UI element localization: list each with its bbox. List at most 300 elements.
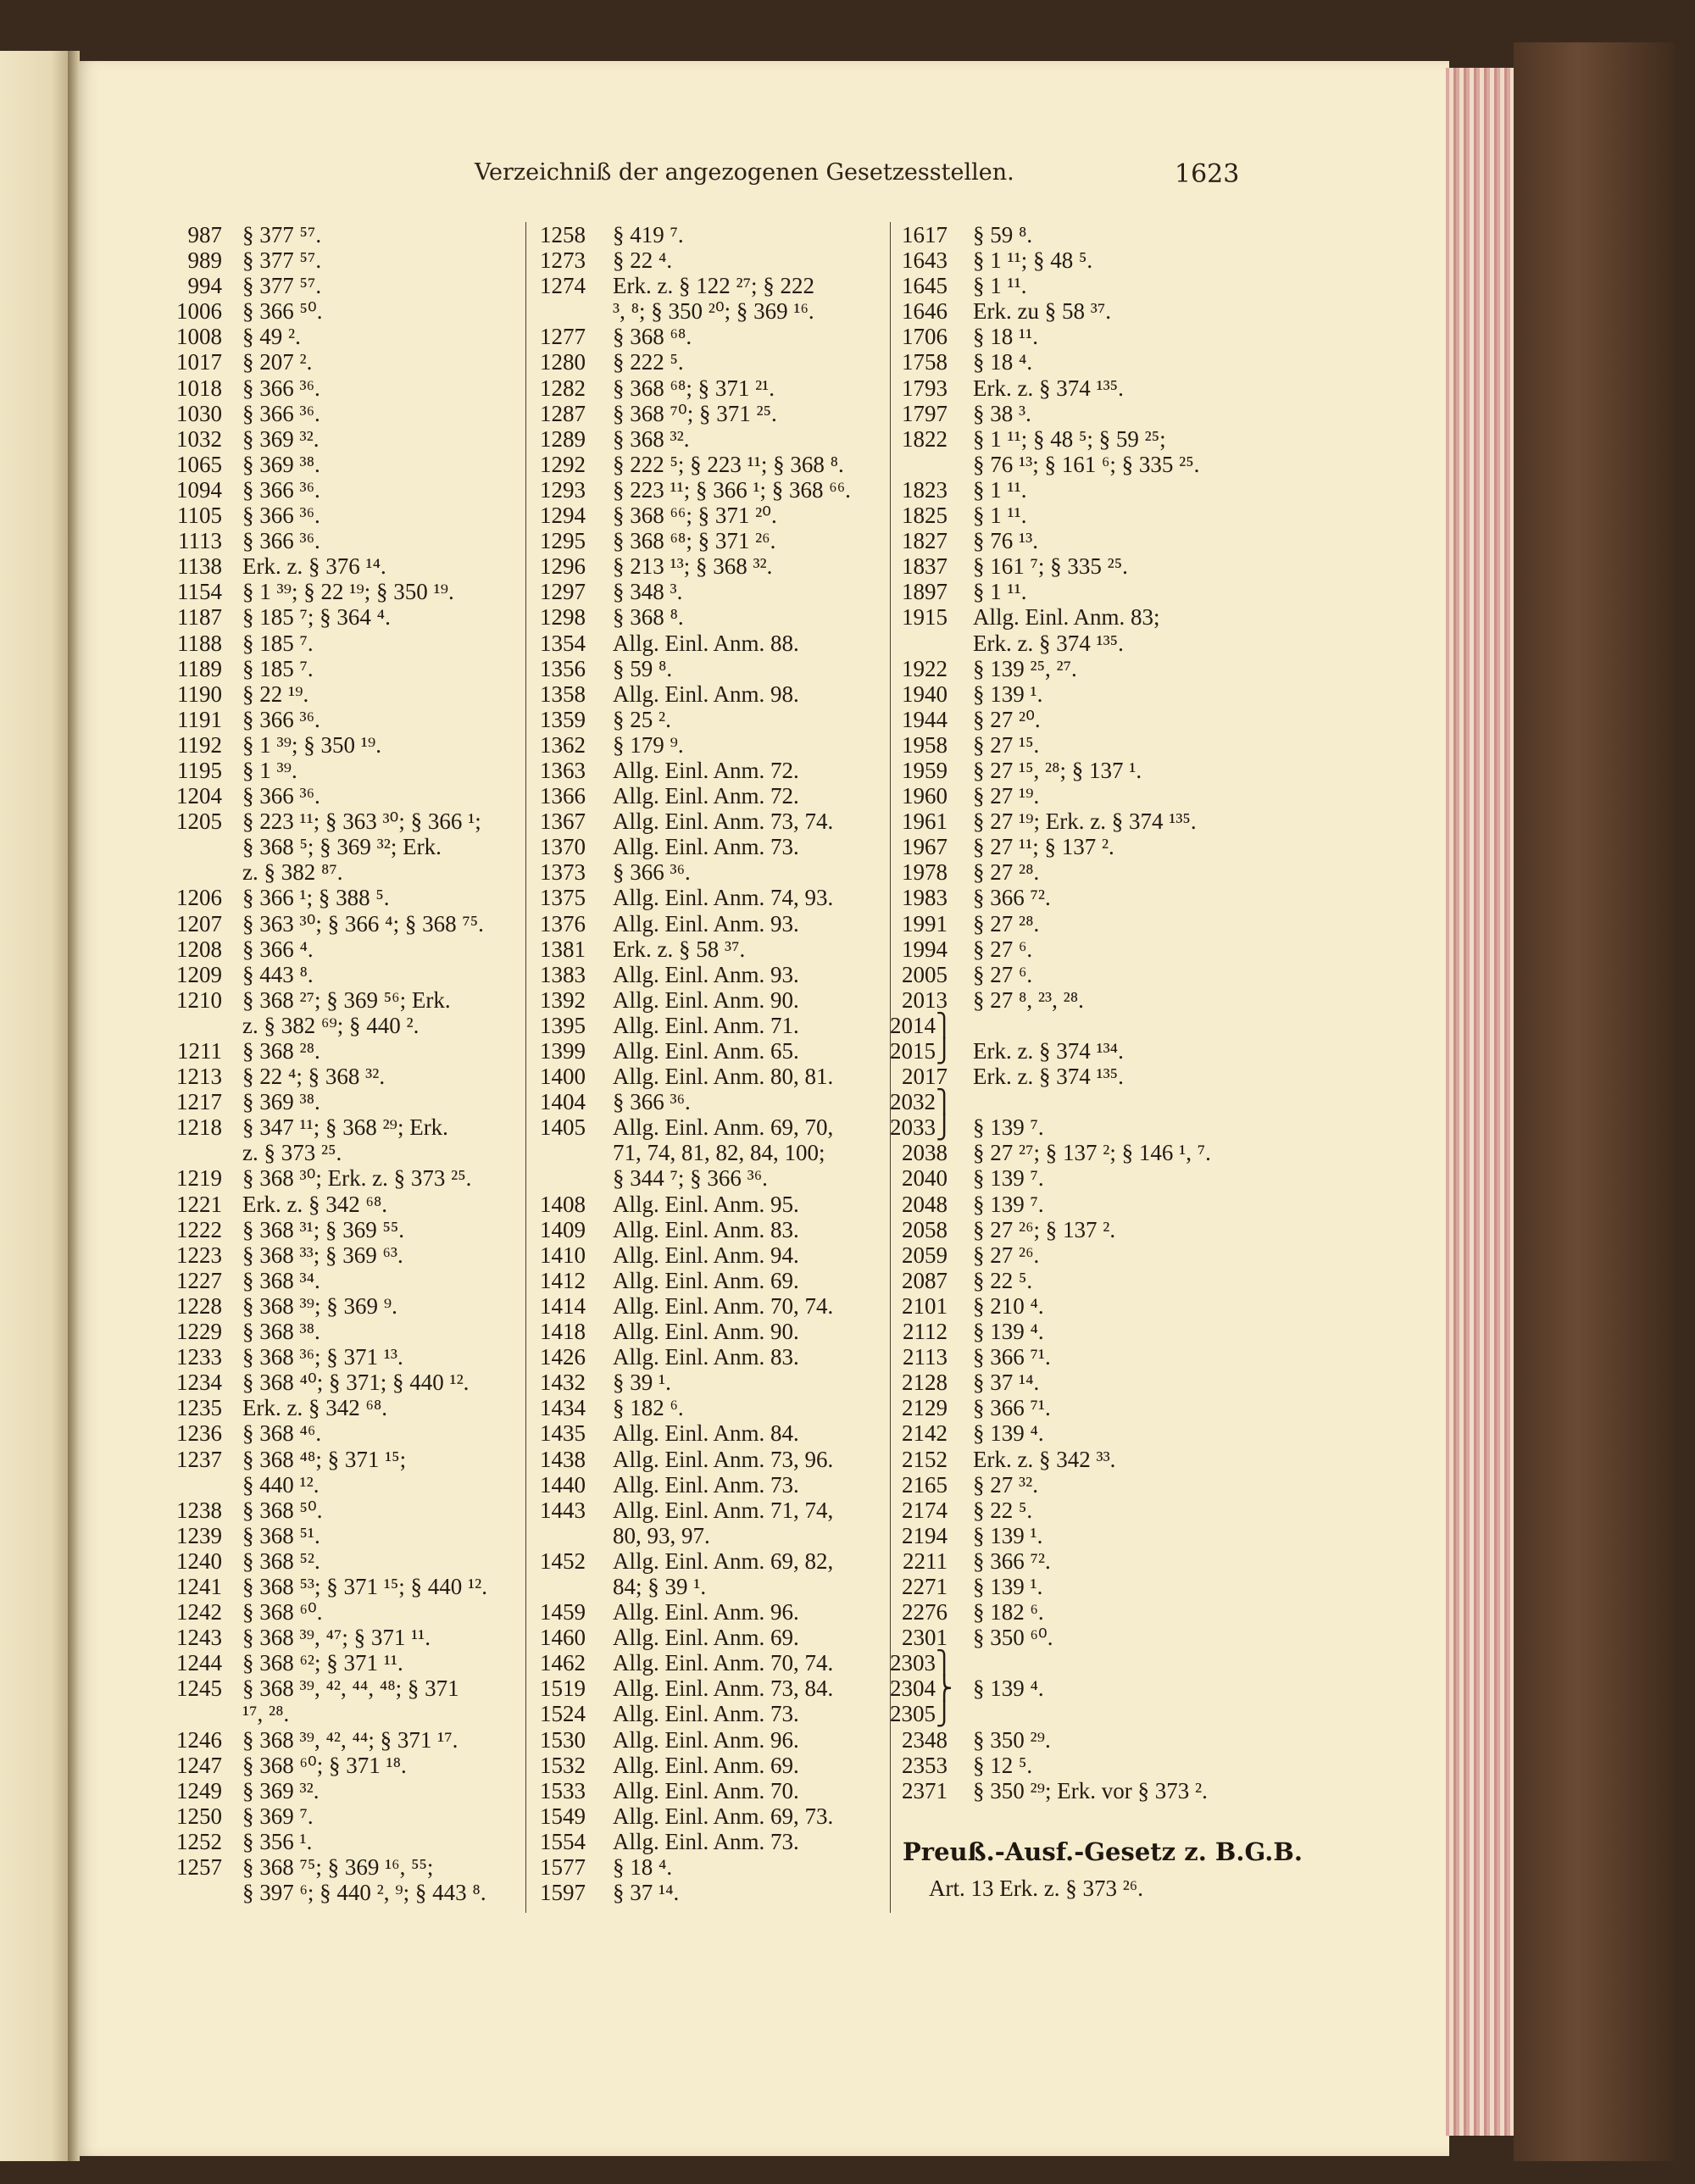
entry-number: 2276 bbox=[902, 1599, 948, 1625]
entry-number: 1440 bbox=[540, 1471, 586, 1498]
index-row bbox=[161, 1753, 517, 1778]
entry-number: 1983 bbox=[902, 885, 948, 911]
entry-reference: Allg. Einl. Anm. 70. bbox=[613, 1777, 799, 1803]
entry-reference: § 27 ²⁰. bbox=[973, 706, 1041, 732]
entry-reference: § 27 ¹⁹; Erk. z. § 374 ¹³⁵. bbox=[973, 809, 1197, 835]
entry-reference: § 368 ³³; § 369 ⁶³. bbox=[242, 1242, 403, 1268]
index-row bbox=[890, 375, 1246, 401]
index-row bbox=[530, 962, 886, 987]
index-row bbox=[890, 553, 1246, 579]
entry-number: 1519 bbox=[540, 1676, 586, 1702]
entry-reference: § 1 ³⁹. bbox=[242, 757, 297, 783]
entry-reference: § 222 ⁵; § 223 ¹¹; § 368 ⁸. bbox=[613, 451, 844, 477]
entry-reference: § 182 ⁶. bbox=[973, 1599, 1044, 1625]
index-row bbox=[161, 503, 517, 528]
index-row bbox=[161, 1472, 517, 1498]
entry-reference: § 139 ¹. bbox=[973, 1522, 1043, 1548]
index-row bbox=[890, 1753, 1246, 1778]
entry-reference: § 366 ⁷². bbox=[973, 1548, 1051, 1574]
entry-number: 1204 bbox=[176, 783, 222, 809]
entry-reference: § 366 ³⁶. bbox=[242, 706, 320, 732]
entry-number: 1213 bbox=[176, 1064, 222, 1090]
index-row bbox=[530, 298, 886, 324]
entry-reference: § 37 ¹⁴. bbox=[973, 1370, 1040, 1396]
entry-reference: § 49 ². bbox=[242, 324, 301, 350]
entry-reference: § 368 ³¹; § 369 ⁵⁵. bbox=[242, 1216, 405, 1242]
entry-reference: § 366 ³⁶. bbox=[242, 783, 320, 809]
index-row bbox=[161, 1344, 517, 1370]
entry-number: 1249 bbox=[176, 1777, 222, 1803]
index-row bbox=[890, 1574, 1246, 1599]
index-row bbox=[530, 859, 886, 885]
index-row bbox=[890, 1523, 1246, 1548]
entry-reference: § 27 ²⁷; § 137 ²; § 146 ¹, ⁷. bbox=[973, 1140, 1211, 1166]
index-row bbox=[161, 1089, 517, 1114]
book-cover bbox=[1514, 42, 1675, 2161]
entry-number: 2048 bbox=[902, 1191, 948, 1217]
entry-number: 1452 bbox=[540, 1548, 586, 1574]
entry-number: 1229 bbox=[176, 1319, 222, 1345]
entry-reference: § 139 ¹. bbox=[973, 1573, 1043, 1599]
entry-number: 1524 bbox=[540, 1701, 586, 1727]
entry-reference: § 139 ⁴. bbox=[973, 1319, 1044, 1345]
entry-reference: § 366 ³⁶. bbox=[242, 503, 320, 529]
index-row bbox=[890, 1293, 1246, 1319]
entry-reference: Allg. Einl. Anm. 71, 74, bbox=[613, 1497, 834, 1523]
entry-number: 1915 bbox=[902, 604, 948, 631]
index-row bbox=[530, 1420, 886, 1446]
index-row bbox=[161, 1268, 517, 1293]
index-row bbox=[890, 1165, 1246, 1191]
index-row bbox=[530, 273, 886, 298]
entry-reference: Allg. Einl. Anm. 73. bbox=[613, 834, 799, 860]
entry-reference: § 185 ⁷. bbox=[242, 655, 314, 681]
entry-reference: § 27 ¹⁵, ²⁸; § 137 ¹. bbox=[973, 757, 1142, 783]
index-row bbox=[890, 349, 1246, 375]
entry-number: 2348 bbox=[902, 1726, 948, 1753]
entry-number: 1245 bbox=[176, 1676, 222, 1702]
index-row bbox=[161, 1420, 517, 1446]
index-row bbox=[530, 1854, 886, 1880]
entry-number: 2165 bbox=[902, 1471, 948, 1498]
entry-number: 1443 bbox=[540, 1497, 586, 1523]
entry-number: 1376 bbox=[540, 910, 586, 936]
entry-reference: Allg. Einl. Anm. 69. bbox=[613, 1752, 799, 1778]
index-row bbox=[890, 783, 1246, 809]
entry-reference: § 210 ⁴. bbox=[973, 1292, 1044, 1319]
entry-reference: § 368 ⁴⁰; § 371; § 440 ¹². bbox=[242, 1370, 470, 1396]
index-column-2 bbox=[530, 222, 886, 1905]
index-row bbox=[530, 656, 886, 681]
index-row bbox=[161, 1395, 517, 1420]
entry-reference: § 347 ¹¹; § 368 ²⁹; Erk. bbox=[242, 1114, 448, 1141]
index-row bbox=[890, 936, 1246, 962]
index-row bbox=[161, 298, 517, 324]
index-row bbox=[161, 1013, 517, 1038]
index-row bbox=[890, 1447, 1246, 1472]
index-row bbox=[890, 859, 1246, 885]
index-row bbox=[530, 834, 886, 859]
entry-number: 1287 bbox=[540, 400, 586, 426]
entry-reference: § 22 ⁵. bbox=[973, 1267, 1033, 1293]
entry-number: 2014⎫ bbox=[890, 1012, 953, 1038]
entry-reference: 84; § 39 ¹. bbox=[613, 1573, 707, 1599]
entry-number: 1234 bbox=[176, 1370, 222, 1396]
entry-number: 1094 bbox=[176, 476, 222, 503]
entry-number: 1195 bbox=[177, 757, 222, 783]
entry-number: 1944 bbox=[902, 706, 948, 732]
entry-reference: Allg. Einl. Anm. 83; bbox=[973, 604, 1160, 631]
entry-reference: § 368 ³⁹, ⁴², ⁴⁴, ⁴⁸; § 371 bbox=[242, 1676, 459, 1702]
entry-reference: § 213 ¹³; § 368 ³². bbox=[613, 553, 773, 580]
index-row bbox=[161, 1523, 517, 1548]
entry-reference: § 368 ⁵². bbox=[242, 1548, 320, 1574]
entry-reference: § 368 ⁶²; § 371 ¹¹. bbox=[242, 1650, 403, 1676]
entry-number: 1273 bbox=[540, 247, 586, 274]
entry-number: 2101 bbox=[902, 1292, 948, 1319]
entry-number: 1243 bbox=[176, 1625, 222, 1651]
index-column-1 bbox=[161, 222, 517, 1905]
entry-reference: § 363 ³⁰; § 366 ⁴; § 368 ⁷⁵. bbox=[242, 910, 484, 936]
entry-number: 1221 bbox=[176, 1191, 222, 1217]
index-row bbox=[890, 707, 1246, 732]
index-row bbox=[530, 1548, 886, 1574]
entry-reference: § 368 ³⁹, ⁴², ⁴⁴; § 371 ¹⁷. bbox=[242, 1726, 458, 1753]
entry-reference: § 368 ⁵¹. bbox=[242, 1522, 320, 1548]
index-row bbox=[890, 579, 1246, 604]
index-row bbox=[890, 1548, 1246, 1574]
entry-number: 1991 bbox=[902, 910, 948, 936]
entry-number: 1358 bbox=[540, 681, 586, 707]
entry-reference: z. § 382 ⁸⁷. bbox=[242, 859, 343, 886]
index-row bbox=[530, 1242, 886, 1268]
index-row bbox=[161, 1574, 517, 1599]
entry-number: 1367 bbox=[540, 809, 586, 835]
index-row bbox=[530, 885, 886, 910]
entry-reference: § 22 ⁴. bbox=[613, 247, 673, 274]
entry-number: 1533 bbox=[540, 1777, 586, 1803]
index-row bbox=[530, 1192, 886, 1217]
index-row bbox=[161, 656, 517, 681]
index-row bbox=[530, 783, 886, 809]
entry-number: 1362 bbox=[540, 731, 586, 758]
entry-number: 2371 bbox=[902, 1777, 948, 1803]
entry-number: 1235 bbox=[176, 1395, 222, 1421]
index-column-3 bbox=[890, 222, 1246, 1803]
entry-reference: § 397 ⁶; § 440 ², ⁹; § 443 ⁸. bbox=[242, 1880, 486, 1906]
entry-reference: Allg. Einl. Anm. 69, 82, bbox=[613, 1548, 834, 1574]
entry-reference: § 366 ³⁶. bbox=[613, 1089, 691, 1115]
index-row bbox=[890, 298, 1246, 324]
index-row bbox=[890, 1089, 1246, 1114]
index-row bbox=[890, 477, 1246, 503]
entry-number: 1460 bbox=[540, 1625, 586, 1651]
entry-reference: § 38 ³. bbox=[973, 400, 1031, 426]
entry-reference: § 76 ¹³. bbox=[973, 528, 1038, 554]
entry-reference: § 139 ⁷. bbox=[973, 1165, 1044, 1192]
index-row bbox=[890, 631, 1246, 656]
entry-number: 1793 bbox=[902, 375, 948, 401]
index-row bbox=[530, 1701, 886, 1726]
entry-reference: § 377 ⁵⁷. bbox=[242, 222, 322, 247]
entry-reference: § 207 ². bbox=[242, 349, 313, 375]
entry-number: 1960 bbox=[902, 783, 948, 809]
entry-reference: § 27 ²⁸. bbox=[973, 910, 1040, 936]
entry-number: 1617 bbox=[902, 222, 948, 247]
entry-reference: Allg. Einl. Anm. 94. bbox=[613, 1242, 799, 1268]
entry-number: 1191 bbox=[177, 706, 222, 732]
index-row bbox=[161, 859, 517, 885]
entry-reference: § 350 ⁶⁰. bbox=[973, 1625, 1053, 1651]
entry-number: 1706 bbox=[902, 324, 948, 350]
entry-number: 1218 bbox=[176, 1114, 222, 1141]
entry-reference: Erk. z. § 376 ¹⁴. bbox=[242, 553, 386, 580]
entry-reference: Allg. Einl. Anm. 70, 74. bbox=[613, 1650, 834, 1676]
header-title: Verzeichniß der angezogenen Gesetzesstellen. bbox=[475, 159, 1014, 186]
entry-number: 1289 bbox=[540, 425, 586, 452]
entry-number: 994 bbox=[187, 273, 222, 299]
entry-reference: § 368 ⁶⁸. bbox=[613, 324, 692, 350]
entry-number: 1006 bbox=[176, 298, 222, 325]
entry-number: 1549 bbox=[540, 1803, 586, 1829]
index-row bbox=[530, 426, 886, 452]
section-heading: Preuß.-Ausf.-Gesetz z. B.G.B. bbox=[903, 1837, 1303, 1866]
index-row bbox=[530, 987, 886, 1013]
entry-number: 1366 bbox=[540, 783, 586, 809]
entry-reference: § 22 ⁴; § 368 ³². bbox=[242, 1064, 386, 1090]
entry-number: 1959 bbox=[902, 757, 948, 783]
entry-number: 1244 bbox=[176, 1650, 222, 1676]
entry-number: 1240 bbox=[176, 1548, 222, 1574]
entry-reference: § 368 ⁶⁶; § 371 ²⁰. bbox=[613, 503, 777, 529]
index-row bbox=[161, 1319, 517, 1344]
index-row bbox=[530, 1829, 886, 1854]
index-row bbox=[890, 503, 1246, 528]
entry-number: 1065 bbox=[176, 451, 222, 477]
entry-number: 1208 bbox=[176, 936, 222, 962]
index-row bbox=[161, 1650, 517, 1676]
entry-reference: § 350 ²⁹; Erk. vor § 373 ². bbox=[973, 1777, 1208, 1803]
index-row bbox=[161, 1242, 517, 1268]
entry-number: 2303⎫ bbox=[890, 1650, 953, 1676]
entry-reference: § 369 ³². bbox=[242, 425, 320, 452]
entry-reference: § 366 ⁷². bbox=[973, 885, 1051, 911]
entry-number: 1223 bbox=[176, 1242, 222, 1268]
entry-reference: Allg. Einl. Anm. 69. bbox=[613, 1267, 799, 1293]
entry-reference: Allg. Einl. Anm. 96. bbox=[613, 1599, 799, 1625]
entry-number: 1645 bbox=[902, 273, 948, 299]
entry-number: 2017 bbox=[902, 1064, 948, 1090]
index-row bbox=[890, 962, 1246, 987]
entry-number: 1837 bbox=[902, 553, 948, 580]
entry-number: 1032 bbox=[176, 425, 222, 452]
entry-number: 1758 bbox=[902, 349, 948, 375]
entry-reference: § 18 ⁴. bbox=[613, 1854, 673, 1880]
entry-number: 1392 bbox=[540, 986, 586, 1013]
entry-number: 1188 bbox=[177, 630, 222, 656]
index-row bbox=[890, 604, 1246, 630]
index-row bbox=[530, 604, 886, 630]
index-row bbox=[161, 349, 517, 375]
index-row bbox=[890, 222, 1246, 247]
entry-number: 2040 bbox=[902, 1165, 948, 1192]
entry-reference: § 366 ³⁶. bbox=[242, 476, 320, 503]
column-divider bbox=[525, 222, 526, 1913]
index-row bbox=[890, 426, 1246, 452]
index-row bbox=[890, 247, 1246, 273]
entry-reference: § 139 ⁷. bbox=[973, 1191, 1044, 1217]
entry-reference: § 368 ³⁰; Erk. z. § 373 ²⁵. bbox=[242, 1165, 472, 1192]
index-row bbox=[530, 1319, 886, 1344]
entry-number: 2013 bbox=[902, 986, 948, 1013]
index-row bbox=[530, 1395, 886, 1420]
index-row bbox=[890, 1395, 1246, 1420]
entry-reference: Allg. Einl. Anm. 96. bbox=[613, 1726, 799, 1753]
entry-reference: Erk. z. § 342 ⁶⁸. bbox=[242, 1191, 388, 1217]
index-row bbox=[161, 1038, 517, 1064]
entry-number: 2174 bbox=[902, 1497, 948, 1523]
index-row bbox=[530, 1370, 886, 1395]
index-row bbox=[161, 1880, 517, 1905]
entry-reference: § 1 ¹¹. bbox=[973, 579, 1027, 605]
entry-number: 1258 bbox=[540, 222, 586, 247]
index-row bbox=[530, 1727, 886, 1753]
entry-number: 1242 bbox=[176, 1599, 222, 1625]
entry-reference: § 366 ³⁶. bbox=[613, 859, 691, 886]
entry-number: 2113 bbox=[903, 1344, 948, 1370]
entry-number: 1241 bbox=[176, 1573, 222, 1599]
entry-reference: § 27 ²⁸. bbox=[973, 859, 1040, 886]
index-row bbox=[161, 1727, 517, 1753]
entry-number: 1967 bbox=[902, 834, 948, 860]
entry-number: 1978 bbox=[902, 859, 948, 886]
entry-reference: § 366 ⁷¹. bbox=[973, 1344, 1051, 1370]
entry-reference: § 366 ⁴. bbox=[242, 936, 314, 962]
entry-reference: Allg. Einl. Anm. 71. bbox=[613, 1012, 799, 1038]
index-row bbox=[161, 1676, 517, 1701]
index-row bbox=[530, 503, 886, 528]
entry-number: 1404 bbox=[540, 1089, 586, 1115]
entry-number: 2353 bbox=[902, 1752, 948, 1778]
index-row bbox=[890, 809, 1246, 834]
entry-reference: § 443 ⁸. bbox=[242, 961, 314, 987]
index-row bbox=[890, 1676, 1246, 1701]
index-row bbox=[530, 758, 886, 783]
entry-number: 1822 bbox=[902, 425, 948, 452]
entry-reference: Allg. Einl. Anm. 73, 74. bbox=[613, 809, 834, 835]
entry-number: 1277 bbox=[540, 324, 586, 350]
entry-number: 1373 bbox=[540, 859, 586, 886]
entry-reference: § 368 ³⁶; § 371 ¹³. bbox=[242, 1344, 403, 1370]
entry-reference: § 27 ¹¹; § 137 ². bbox=[973, 834, 1114, 860]
entry-reference: Allg. Einl. Anm. 73. bbox=[613, 1701, 799, 1727]
index-row bbox=[530, 631, 886, 656]
entry-reference: § 27 ⁶. bbox=[973, 961, 1033, 987]
index-row bbox=[890, 1217, 1246, 1242]
entry-reference: Erk. z. § 374 ¹³⁵. bbox=[973, 630, 1124, 656]
entry-number: 1298 bbox=[540, 604, 586, 631]
index-row bbox=[161, 1114, 517, 1140]
page-edges bbox=[1446, 68, 1517, 2136]
index-row bbox=[530, 528, 886, 553]
entry-reference: § 179 ⁹. bbox=[613, 731, 684, 758]
entry-reference: ³, ⁸; § 350 ²⁰; § 369 ¹⁶. bbox=[613, 298, 814, 325]
entry-number: 1030 bbox=[176, 400, 222, 426]
index-row bbox=[890, 1140, 1246, 1165]
entry-number: 1554 bbox=[540, 1828, 586, 1854]
index-row bbox=[890, 1778, 1246, 1803]
entry-number: 1462 bbox=[540, 1650, 586, 1676]
entry-reference: § 377 ⁵⁷. bbox=[242, 273, 322, 299]
entry-reference: § 369 ³². bbox=[242, 1777, 320, 1803]
index-row bbox=[530, 1523, 886, 1548]
entry-reference: § 368 ⁶⁸; § 371 ²¹. bbox=[613, 375, 775, 401]
index-row bbox=[161, 783, 517, 809]
entry-reference: § 366 ⁷¹. bbox=[973, 1395, 1051, 1421]
entry-reference: Allg. Einl. Anm. 73. bbox=[613, 1828, 799, 1854]
index-row bbox=[890, 885, 1246, 910]
entry-number: 1008 bbox=[176, 324, 222, 350]
index-row bbox=[530, 1344, 886, 1370]
entry-number: 1432 bbox=[540, 1370, 586, 1396]
index-row bbox=[161, 401, 517, 426]
entry-number: 1823 bbox=[902, 476, 948, 503]
entry-reference: § 27 ²⁶. bbox=[973, 1242, 1040, 1268]
entry-number: 1438 bbox=[540, 1446, 586, 1472]
index-row bbox=[890, 834, 1246, 859]
index-row bbox=[890, 1344, 1246, 1370]
index-row bbox=[890, 1727, 1246, 1753]
index-row bbox=[161, 1854, 517, 1880]
entry-reference: § 22 ¹⁹. bbox=[242, 681, 309, 707]
entry-number: 1154 bbox=[177, 579, 222, 605]
index-row bbox=[530, 1293, 886, 1319]
entry-number: 1577 bbox=[540, 1854, 586, 1880]
index-row bbox=[161, 631, 517, 656]
entry-reference: § 356 ¹. bbox=[242, 1828, 313, 1854]
entry-number: 1825 bbox=[902, 503, 948, 529]
entry-number: 1399 bbox=[540, 1038, 586, 1064]
entry-number: 1295 bbox=[540, 528, 586, 554]
index-row bbox=[161, 553, 517, 579]
entry-number: 1958 bbox=[902, 731, 948, 758]
index-row bbox=[161, 1192, 517, 1217]
index-row bbox=[530, 1498, 886, 1523]
entry-reference: § 223 ¹¹; § 363 ³⁰; § 366 ¹; bbox=[242, 809, 481, 835]
entry-number: 1294 bbox=[540, 503, 586, 529]
entry-reference: Allg. Einl. Anm. 93. bbox=[613, 910, 799, 936]
entry-number: 2194 bbox=[902, 1522, 948, 1548]
entry-reference: § 368 ⁷⁰; § 371 ²⁵. bbox=[613, 400, 777, 426]
index-row bbox=[530, 1114, 886, 1140]
index-row bbox=[161, 1829, 517, 1854]
index-row bbox=[530, 1803, 886, 1829]
index-row bbox=[530, 553, 886, 579]
entry-reference: § 139 ⁴. bbox=[973, 1420, 1044, 1447]
index-row bbox=[530, 732, 886, 758]
entry-reference: § 12 ⁵. bbox=[973, 1752, 1033, 1778]
entry-number: 1211 bbox=[177, 1038, 222, 1064]
entry-reference: Erk. z. § 58 ³⁷. bbox=[613, 936, 746, 962]
entry-number: 1206 bbox=[176, 885, 222, 911]
entry-number: 1370 bbox=[540, 834, 586, 860]
index-row bbox=[530, 1165, 886, 1191]
entry-number: 1238 bbox=[176, 1497, 222, 1523]
index-row bbox=[161, 1498, 517, 1523]
entry-reference: § 1 ³⁹; § 22 ¹⁹; § 350 ¹⁹. bbox=[242, 579, 454, 605]
entry-reference: § 368 ³². bbox=[613, 425, 690, 452]
index-row bbox=[161, 962, 517, 987]
